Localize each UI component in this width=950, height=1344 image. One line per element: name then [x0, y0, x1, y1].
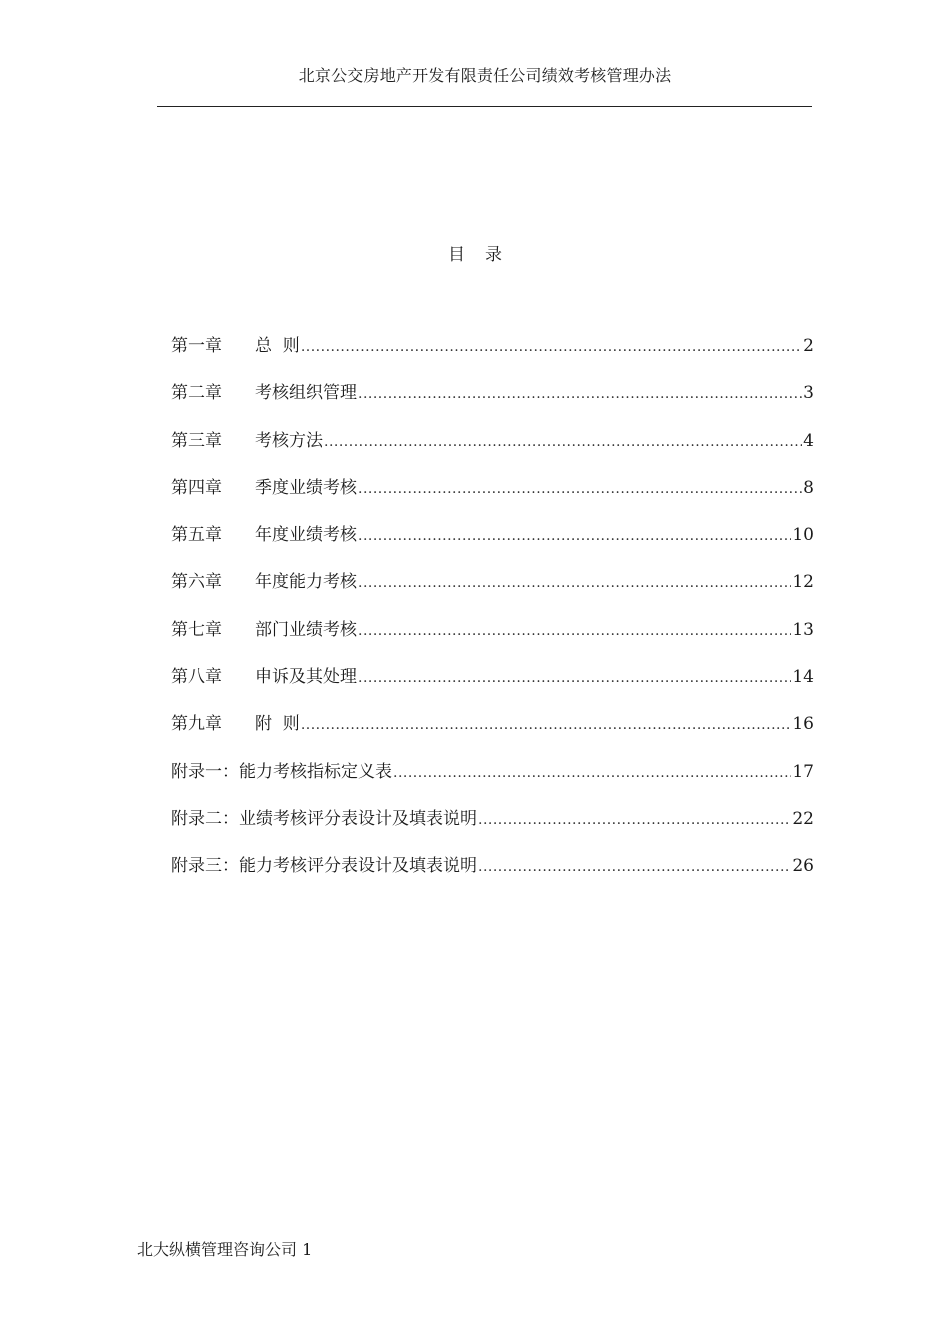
- toc-entry-title: 业绩考核评分表设计及填表说明: [239, 808, 477, 829]
- toc-leader-dots: [358, 386, 802, 402]
- toc-leader-dots: [358, 528, 791, 544]
- toc-entry-title: 部门业绩考核: [255, 619, 357, 640]
- toc-entry-1[interactable]: [171, 331, 814, 378]
- toc-appendix-label: 附录三：: [171, 856, 239, 877]
- toc-chapter-label: 第六章: [171, 572, 222, 593]
- toc-page-number: 2: [803, 336, 814, 356]
- toc-entry-2[interactable]: [171, 378, 814, 425]
- toc-leader-dots: [393, 765, 791, 781]
- toc-page-number: 14: [792, 667, 814, 688]
- toc-page-number: 16: [792, 714, 814, 735]
- toc-page-number: 10: [792, 525, 814, 546]
- toc-page-number: 22: [792, 808, 814, 829]
- toc-entry-8[interactable]: [171, 662, 814, 709]
- toc-page-number: 17: [792, 761, 814, 782]
- toc-leader-dots: [478, 812, 791, 828]
- toc-chapter-label: 第一章: [171, 336, 222, 356]
- toc-entry-appendix-2[interactable]: [171, 804, 814, 851]
- toc-entry-title: 考核方法: [255, 430, 323, 451]
- page-footer: 北大纵横管理咨询公司 1: [137, 1240, 313, 1259]
- toc-page-number: 13: [792, 619, 814, 640]
- header-divider: [157, 106, 812, 107]
- toc-entry-3[interactable]: [171, 426, 814, 473]
- toc-chapter-label: 第三章: [171, 430, 222, 451]
- toc-leader-dots: [358, 670, 791, 686]
- toc-entry-4[interactable]: [171, 473, 814, 520]
- toc-entry-6[interactable]: [171, 567, 814, 614]
- toc-entry-appendix-1[interactable]: [171, 757, 814, 804]
- toc-entry-5[interactable]: [171, 520, 814, 567]
- toc-leader-dots: [358, 481, 802, 497]
- page-header-title: 北京公交房地产开发有限责任公司绩效考核管理办法: [298, 66, 672, 85]
- toc-page-number: 4: [803, 430, 814, 451]
- toc-leader-dots: [358, 575, 791, 591]
- toc-entry-title: 年度能力考核: [255, 572, 357, 593]
- toc-entry-7[interactable]: [171, 615, 814, 662]
- toc-leader-dots: [324, 434, 802, 450]
- toc-entry-title: 能力考核评分表设计及填表说明: [239, 856, 477, 877]
- toc-page-number: 8: [803, 477, 814, 498]
- toc-entry-title: 附 则: [255, 714, 300, 735]
- toc-chapter-label: 第七章: [171, 619, 222, 640]
- toc-page-number: 3: [803, 383, 814, 404]
- toc-entry-title: 年度业绩考核: [255, 525, 357, 546]
- toc-entry-title: 总 则: [255, 336, 300, 356]
- toc-leader-dots: [478, 859, 791, 875]
- table-of-contents: [171, 331, 814, 899]
- toc-page-number: 12: [792, 572, 814, 593]
- toc-page-number: 26: [792, 856, 814, 877]
- toc-chapter-label: 第五章: [171, 525, 222, 546]
- toc-leader-dots: [301, 339, 802, 355]
- toc-entry-appendix-3[interactable]: [171, 851, 814, 898]
- toc-chapter-label: 第四章: [171, 477, 222, 498]
- toc-chapter-label: 第九章: [171, 714, 222, 735]
- toc-chapter-label: 第八章: [171, 667, 222, 688]
- toc-appendix-label: 附录一：: [171, 761, 239, 782]
- toc-appendix-label: 附录二：: [171, 808, 239, 829]
- toc-entry-title: 申诉及其处理: [255, 667, 357, 688]
- toc-leader-dots: [301, 717, 792, 733]
- toc-entry-title: 考核组织管理: [255, 383, 357, 404]
- toc-entry-9[interactable]: [171, 709, 814, 756]
- toc-entry-title: 季度业绩考核: [255, 477, 357, 498]
- toc-chapter-label: 第二章: [171, 383, 222, 404]
- toc-leader-dots: [358, 623, 791, 639]
- toc-entry-title: 能力考核指标定义表: [239, 761, 392, 782]
- toc-heading: 目录: [448, 245, 522, 265]
